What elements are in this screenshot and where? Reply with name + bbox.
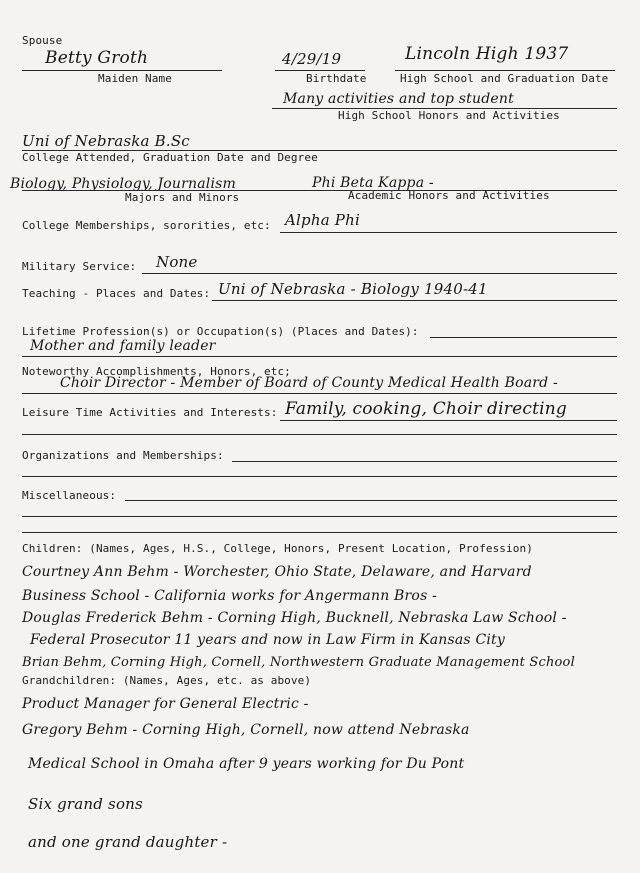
- misc-line-2: [22, 516, 617, 517]
- maiden-name-label: Maiden Name: [98, 72, 172, 85]
- accomplishments-line: [22, 393, 617, 394]
- majors-value: Biology, Physiology, Journalism: [10, 176, 236, 192]
- military-line: [142, 273, 617, 274]
- high-school-value: Lincoln High 1937: [405, 44, 569, 64]
- miscellaneous-label: Miscellaneous:: [22, 489, 117, 502]
- children-label: Children: (Names, Ages, H.S., College, Honors, Present Location, Profession): [22, 542, 533, 555]
- hs-honors-value: Many activities and top student: [283, 91, 514, 107]
- leisure-line: [280, 420, 617, 421]
- misc-line-3: [22, 532, 617, 533]
- leisure-value: Family, cooking, Choir directing: [285, 399, 567, 419]
- grandchildren-line-2: and one grand daughter -: [28, 833, 228, 851]
- leisure-line-2: [22, 434, 617, 435]
- birthdate-label: Birthdate: [306, 72, 367, 85]
- spouse-label: Spouse: [22, 34, 63, 47]
- high-school-label: High School and Graduation Date: [400, 72, 609, 85]
- teaching-value: Uni of Nebraska - Biology 1940-41: [218, 280, 488, 298]
- high-school-line: [395, 70, 615, 71]
- accomplishments-value: Choir Director - Member of Board of County Medical Health Board -: [60, 375, 558, 391]
- maiden-name-value: Betty Groth: [45, 48, 149, 68]
- college-value: Uni of Nebraska B.Sc: [22, 132, 190, 150]
- academic-honors-value: Phi Beta Kappa -: [312, 175, 434, 191]
- grandchildren-line-1: Six grand sons: [28, 795, 143, 813]
- children-line-3: Douglas Frederick Behm - Corning High, Bucknell, Nebraska Law School -: [22, 610, 567, 626]
- profession-label: Lifetime Profession(s) or Occupation(s) (Places and Dates):: [22, 325, 419, 338]
- memberships-label: College Memberships, sororities, etc:: [22, 219, 271, 232]
- majors-label: Majors and Minors: [125, 191, 240, 204]
- children-line-5: Brian Behm, Corning High, Cornell, Northwestern Graduate Management School: [22, 655, 575, 670]
- organizations-line-2: [22, 476, 617, 477]
- children-line-7: Gregory Behm - Corning High, Cornell, now attend Nebraska: [22, 722, 470, 738]
- children-line-4: Federal Prosecutor 11 years and now in Law Firm in Kansas City: [30, 632, 505, 648]
- birthdate-value: 4/29/19: [282, 50, 342, 68]
- profession-line-2: [22, 356, 617, 357]
- academic-honors-label: Academic Honors and Activities: [348, 189, 550, 202]
- hs-honors-label: High School Honors and Activities: [338, 109, 560, 122]
- birthdate-line: [275, 70, 365, 71]
- leisure-label: Leisure Time Activities and Interests:: [22, 406, 278, 419]
- accomplishments-label: Noteworthy Accomplishments, Honors, etc;: [22, 365, 291, 378]
- grandchildren-label: Grandchildren: (Names, Ages, etc. as above): [22, 674, 312, 687]
- children-line-8: Medical School in Omaha after 9 years working for Du Pont: [28, 756, 465, 772]
- teaching-line: [212, 300, 617, 301]
- memberships-value: Alpha Phi: [285, 211, 360, 229]
- college-label: College Attended, Graduation Date and Degree: [22, 151, 318, 164]
- maiden-name-line: [22, 70, 222, 71]
- military-label: Military Service:: [22, 260, 137, 273]
- children-line-6: Product Manager for General Electric -: [22, 696, 309, 712]
- misc-line-1: [125, 500, 617, 501]
- military-value: None: [156, 253, 198, 271]
- profession-value: Mother and family leader: [30, 338, 216, 354]
- teaching-label: Teaching - Places and Dates:: [22, 287, 211, 300]
- memberships-line: [280, 232, 617, 233]
- organizations-label: Organizations and Memberships:: [22, 449, 224, 462]
- children-line-1: Courtney Ann Behm - Worchester, Ohio State, Delaware, and Harvard: [22, 564, 532, 580]
- profession-line-1: [430, 337, 617, 338]
- children-line-2: Business School - California works for Angermann Bros -: [22, 588, 438, 604]
- organizations-line-1: [232, 461, 617, 462]
